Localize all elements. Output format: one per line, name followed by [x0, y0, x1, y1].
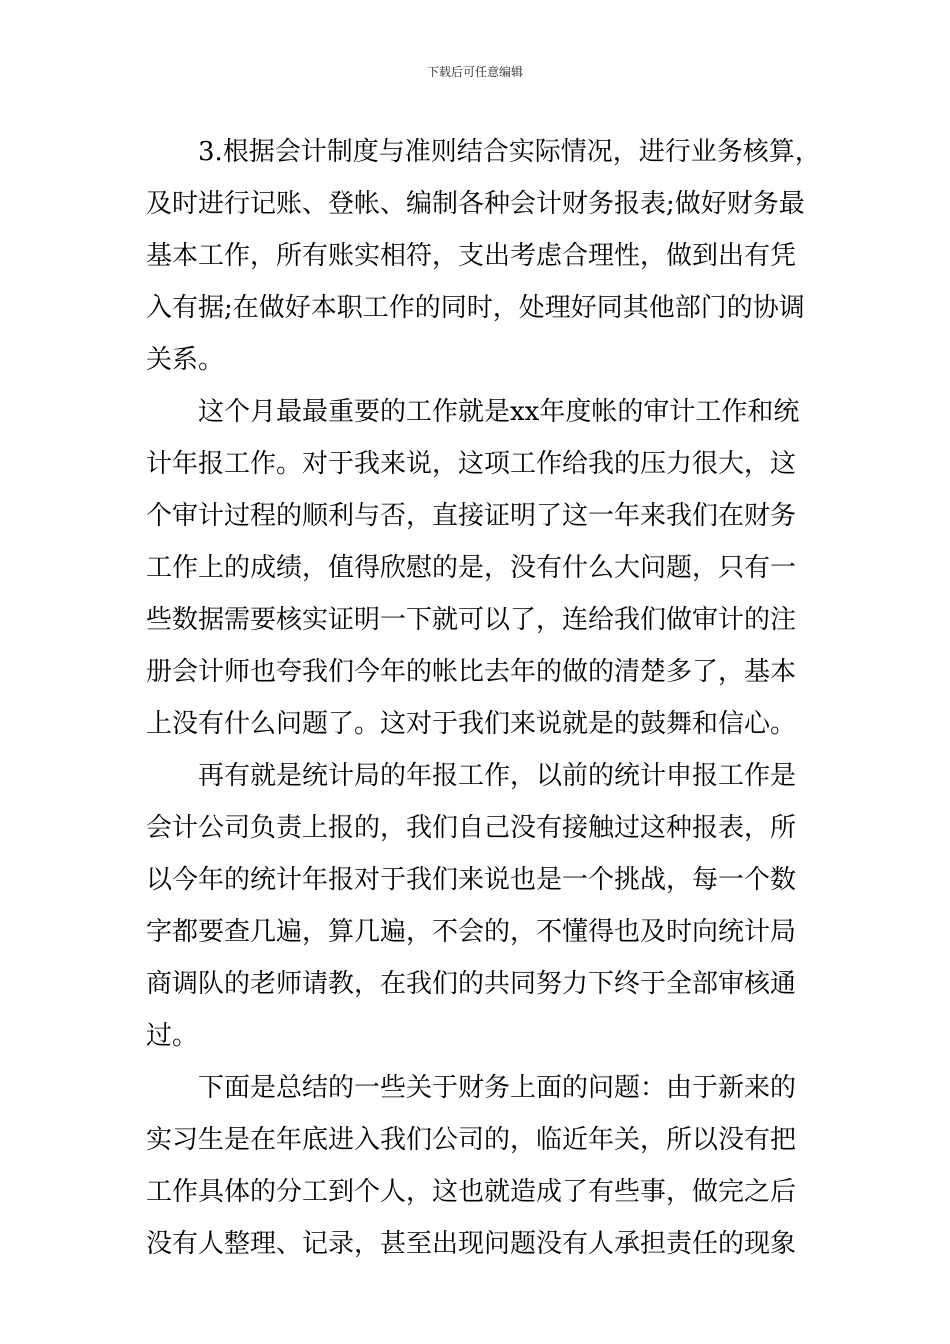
text-line: 下面是总结的一些关于财务上面的问题：由于新来的: [198, 1073, 797, 1103]
text-line: 上没有什么问题了。这对于我们来说就是的鼓舞和信心。: [146, 709, 797, 739]
text-line: 过。: [146, 1021, 199, 1051]
text-line: 实习生是在年底进入我们公司的，临近年关，所以没有把: [146, 1125, 797, 1155]
text-line: 没有人整理、记录，甚至出现问题没有人承担责任的现象: [146, 1229, 797, 1259]
paragraph-finance-issues: [146, 1062, 808, 1270]
text-line: 基本工作，所有账实相符，支出考虑合理性，做到出有凭: [146, 241, 797, 271]
text-line: 商调队的老师请教，在我们的共同努力下终于全部审核通: [146, 969, 797, 999]
paragraph-accounting-duties: [146, 126, 821, 386]
text-line: 3.根据会计制度与准则结合实际情况，进行业务核算，: [198, 137, 821, 167]
text-line: 工作具体的分工到个人，这也就造成了有些事，做完之后: [146, 1177, 797, 1207]
text-line: 以今年的统计年报对于我们来说也是一个挑战，每一个数: [146, 865, 797, 895]
paragraph-audit-work: [146, 386, 808, 750]
page-header: 下载后可任意编辑: [426, 65, 523, 79]
document-body: [146, 126, 821, 1270]
text-line: 计年报工作。对于我来说，这项工作给我的压力很大，这: [146, 449, 797, 479]
text-line: 入有据;在做好本职工作的同时，处理好同其他部门的协调: [146, 293, 805, 323]
text-line: 这个月最最重要的工作就是xx年度帐的审计工作和统: [198, 397, 800, 427]
text-line: 再有就是统计局的年报工作，以前的统计申报工作是: [198, 761, 797, 791]
paragraph-statistics-report: [146, 750, 808, 1062]
text-line: 关系。: [146, 345, 225, 375]
text-line: 个审计过程的顺利与否，直接证明了这一年来我们在财务: [146, 501, 797, 531]
text-line: 工作上的成绩，值得欣慰的是，没有什么大问题，只有一: [146, 553, 797, 583]
text-line: 字都要查几遍，算几遍，不会的，不懂得也及时向统计局: [146, 917, 797, 947]
text-line: 及时进行记账、登帐、编制各种会计财务报表;做好财务最: [146, 189, 805, 219]
text-line: 册会计师也夸我们今年的帐比去年的做的清楚多了，基本: [146, 657, 797, 687]
text-line: 会计公司负责上报的，我们自己没有接触过这种报表，所: [146, 813, 797, 843]
text-line: 些数据需要核实证明一下就可以了，连给我们做审计的注: [146, 605, 797, 635]
